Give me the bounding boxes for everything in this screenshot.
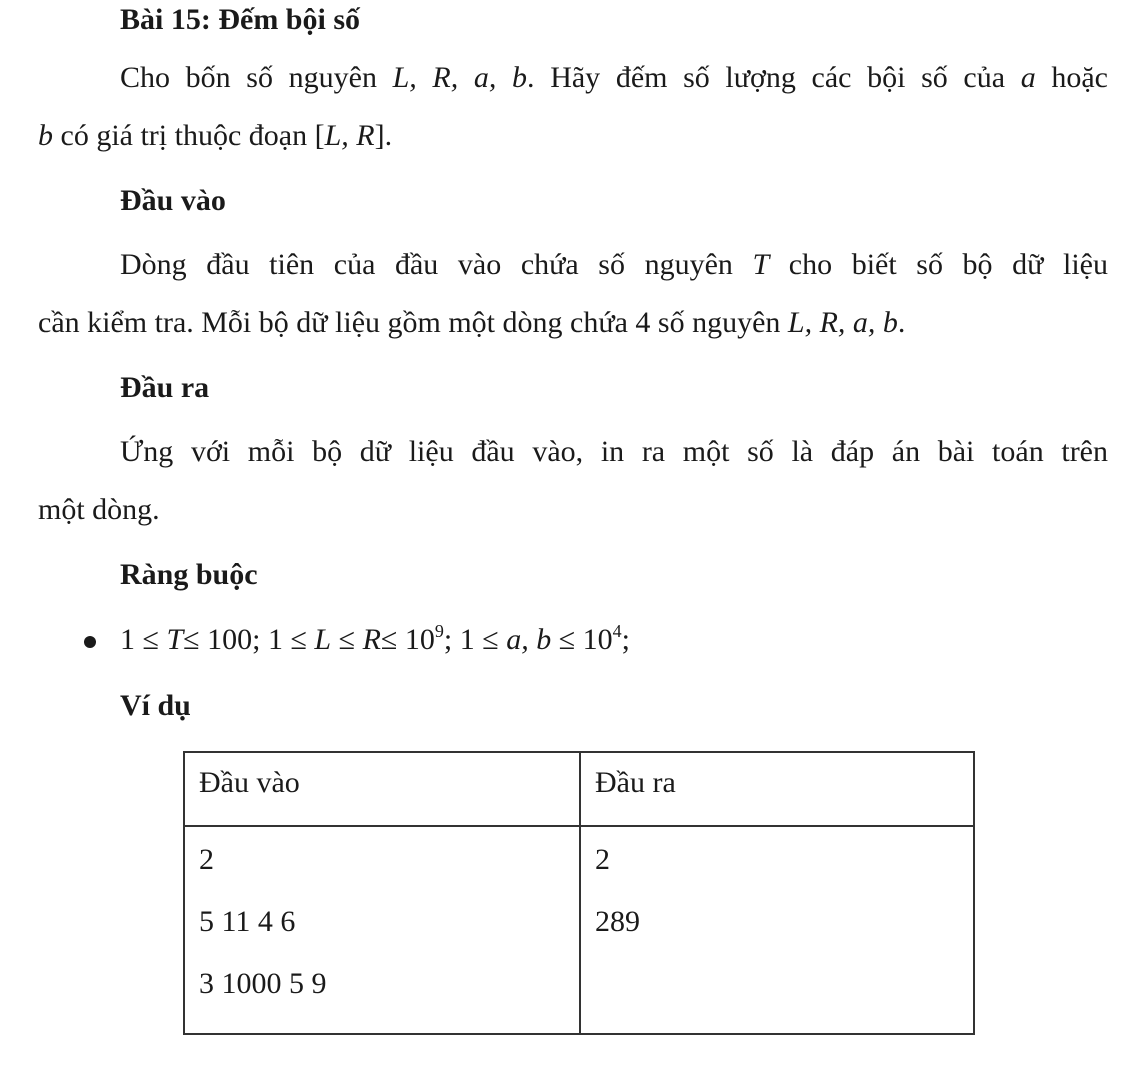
example-heading: Ví dụ <box>120 689 191 722</box>
output-description-line-1: Ứng với mỗi bộ dữ liệu đầu vào, in ra một số là đáp án bài toán trên <box>120 435 1108 468</box>
text: cần kiểm tra. Mỗi bộ dữ liệu gồm một dòng chứa 4 số nguyên <box>38 306 788 339</box>
text: Cho bốn số nguyên <box>120 61 393 94</box>
variable-b: b <box>38 119 53 152</box>
problem-statement-line-1 <box>120 60 1108 96</box>
text: Dòng đầu tiên của đầu vào chứa số nguyên <box>120 248 753 281</box>
bullet-icon <box>84 636 96 648</box>
input-line: 3 1000 5 9 <box>199 967 327 1000</box>
text: ; <box>621 623 630 656</box>
variable-T: T <box>166 623 184 656</box>
exponent: 9 <box>434 621 444 641</box>
text: ]. <box>374 119 393 152</box>
output-description-line-2: một dòng. <box>38 493 160 526</box>
exponent: 4 <box>612 621 622 641</box>
table-header-row <box>184 752 974 826</box>
text: ≤ 10 <box>551 623 613 656</box>
input-description-line-1 <box>120 247 1108 283</box>
text: cho biết số bộ dữ liệu <box>769 248 1108 281</box>
input-description-line-2 <box>38 305 905 341</box>
text: ≤ <box>331 623 363 656</box>
variable-a: a <box>1020 61 1036 94</box>
column-header-output: Đầu ra <box>580 752 974 826</box>
text: ; 1 ≤ <box>443 623 507 656</box>
constraints-heading: Ràng buộc <box>120 558 258 591</box>
input-line: 5 11 4 6 <box>199 905 296 938</box>
variables: L, R, a, b <box>787 306 898 339</box>
output-line: 2 <box>595 843 610 876</box>
text: ≤ 10 <box>380 623 435 656</box>
table-row <box>184 826 974 1034</box>
text: . Hãy đếm số lượng các bội số của <box>527 61 1021 94</box>
variable-R: R <box>362 623 381 656</box>
input-cell <box>184 826 580 1034</box>
output-heading: Đầu ra <box>120 371 210 404</box>
text: có giá trị thuộc đoạn [ <box>53 119 325 152</box>
constraint-item <box>120 622 630 658</box>
example-table <box>183 751 975 1035</box>
variables: L, R, a, b <box>392 61 528 94</box>
text: hoặc <box>1035 61 1108 94</box>
variables: L, R <box>324 119 375 152</box>
input-heading: Đầu vào <box>120 184 226 217</box>
problem-statement-line-2 <box>38 118 392 154</box>
input-line: 2 <box>199 843 214 876</box>
text: 1 ≤ <box>120 623 167 656</box>
text: ≤ 100; 1 ≤ <box>183 623 315 656</box>
variable-L: L <box>314 623 332 656</box>
problem-title: Bài 15: Đếm bội số <box>120 3 360 36</box>
output-line: 289 <box>595 905 640 938</box>
variables-a-b: a, b <box>506 623 552 656</box>
variable-T: T <box>752 248 770 281</box>
output-cell <box>580 826 974 1034</box>
column-header-input: Đầu vào <box>184 752 580 826</box>
text: . <box>897 306 906 339</box>
